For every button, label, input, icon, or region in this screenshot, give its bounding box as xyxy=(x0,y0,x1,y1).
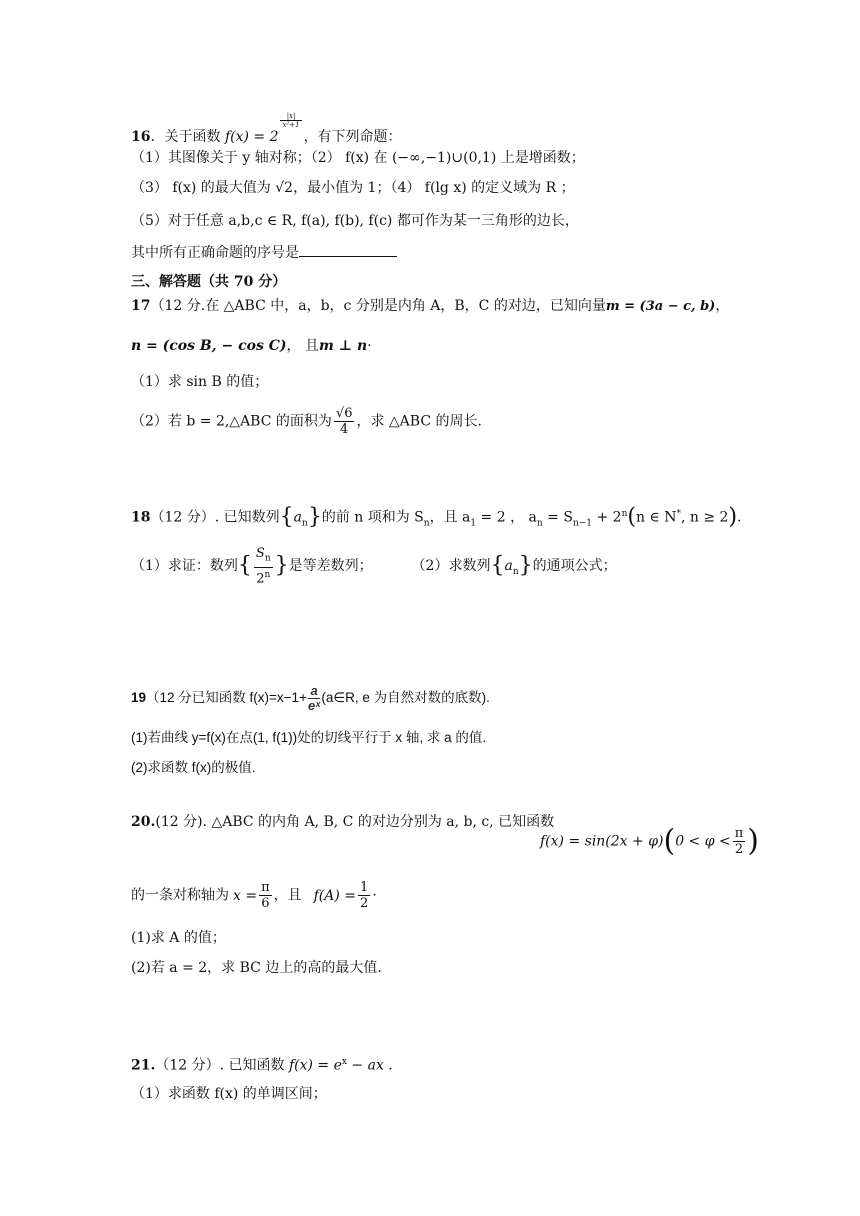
q20-func: f(x) = sin(2x + φ)(0 < φ < $\frac{\pi}{2}$ ) xyxy=(540,823,759,859)
q17-line1: 17（12 分.在 △ABC 中，a，b，c 分别是内角 A，B，C 的对边，已知向量m = (3a − c, b)， xyxy=(131,298,730,314)
q19-sub1: (1)若曲线 y=f(x)在点(1, f(1))处的切线平行于 x 轴, 求 a 的值. xyxy=(131,730,487,745)
q17-line2: n = (cos B, − cos C)， 且m ⊥ n· xyxy=(131,338,372,354)
q16-prop3: （3） f(x) 的最大值为 √2，最小值为 1；（4） f(lg x) 的定义域为 R ； xyxy=(131,180,575,196)
q21-line1: 21.（12 分）. 已知函数 $f(x) = e^x$ − ax . xyxy=(131,1057,393,1074)
q16-ask: 其中所有正确命题的序号是 xyxy=(131,242,397,263)
q17-sub2: （2）若 b = 2,△ABC 的面积为 $\frac{√6}{4}$ ，求 △ABC 的周长. xyxy=(131,406,482,437)
q16-number: 16 xyxy=(131,129,151,145)
vector-m: m = (3a − c, b) xyxy=(605,299,716,314)
q16-prop5: （5）对于任意 a,b,c ∈ R, f(a), f(b), f(c) 都可作为某一三角形的边长， xyxy=(131,213,579,229)
q16-line1 xyxy=(131,112,402,147)
q18-line1: 18（12 分）. 已知数列$\{a_n\}$的前 n 项和为 $S_n$，且 $a_1 = 2$ ， $a_n = S_{n-1} + 2^n(n$ ∈ N*, n ≥ 2). xyxy=(131,504,742,530)
vector-n: n = (cos B, − cos C) xyxy=(131,338,287,354)
perp: m ⊥ n xyxy=(318,338,368,354)
q17-sub1: （1）求 sin B 的值； xyxy=(131,374,269,390)
q21-sub1: （1）求函数 f(x) 的单调区间； xyxy=(131,1086,327,1102)
section-heading: 三、解答题（共 70 分） xyxy=(131,274,287,290)
q16-intro: ．关于函数 xyxy=(150,129,221,145)
sqrt2: √2 xyxy=(275,180,294,196)
q19-line1: 19（12 分已知函数 f(x)=x−1+ $\frac{a}{\text{eˣ}}$ (a∈R, e 为自然对数的底数). xyxy=(131,683,490,713)
q18-subs: （1）求证：数列{ $\frac{S_n}{2^n}$ }是等差数列； （2）求数列$\{a_n\}$的通项公式； xyxy=(131,546,617,586)
q16-tail: ，有下列命题： xyxy=(303,129,402,145)
q20-line1: 20.(12 分). △ABC 的内角 A, B, C 的对边分别为 a, b, c, 已知函数 xyxy=(131,814,555,830)
q16-prop1: （1）其图像关于 y 轴对称；（2） f(x) 在 (−∞,−1)∪(0,1) 上是增函数； xyxy=(131,150,585,166)
answer-blank[interactable] xyxy=(299,242,397,257)
q20-sub1: (1)求 A 的值； xyxy=(131,930,226,946)
q16-func: f(x) = 2 $\frac{|x|}{\text{x²+1}}$ xyxy=(224,112,300,145)
q20-sub2: (2)若 a = 2，求 BC 边上的高的最大值. xyxy=(131,960,382,976)
q20-line2: 的一条对称轴为 x = $\frac{\pi}{6}$ ，且 f(A) = $\frac{1}{2}$ · xyxy=(131,880,377,911)
q19-sub2: (2)求函数 f(x)的极值. xyxy=(131,760,256,775)
